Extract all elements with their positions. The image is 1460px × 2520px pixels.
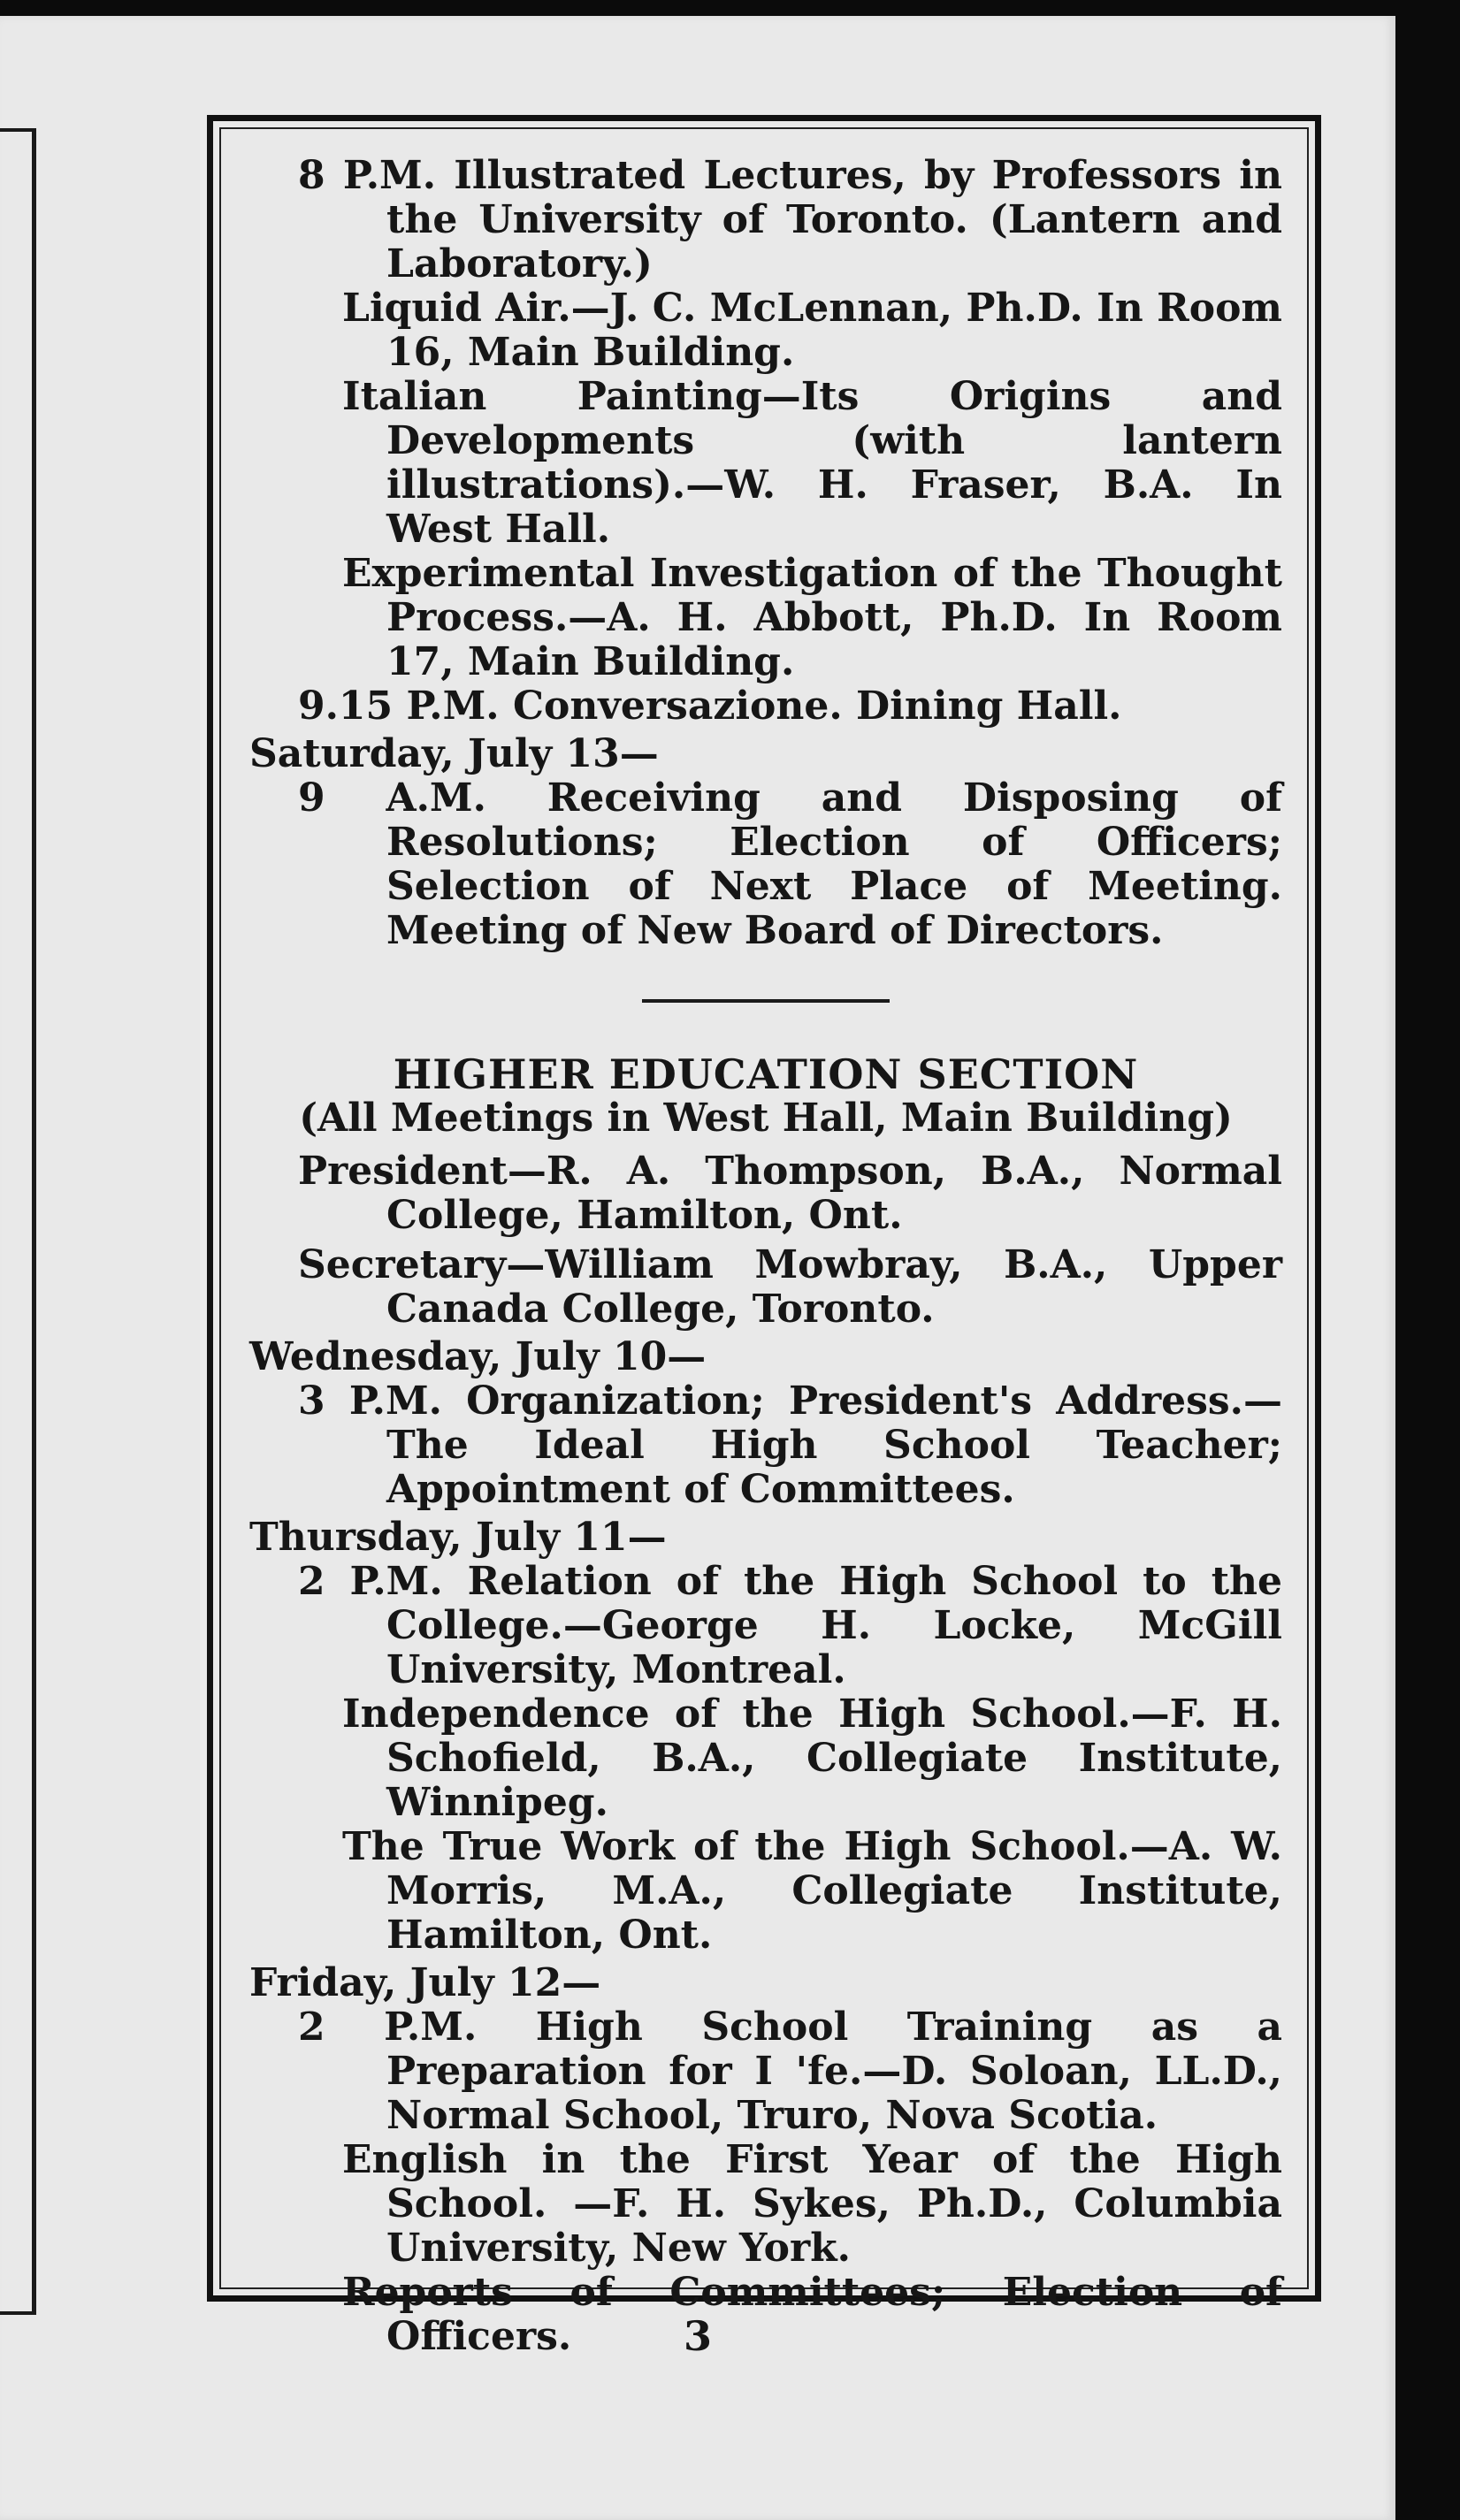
day-heading-friday: Friday, July 12— (249, 1960, 601, 2005)
friday-entry-2: English in the First Year of the High School. —F. H. Sykes, Ph.D., Columbia University, New York. (342, 2137, 1282, 2271)
thursday-entry-1: 2 P.M. Relation of the High School to the College.—George H. Locke, McGill University, Montreal. (298, 1559, 1282, 1692)
adjacent-page-edge (0, 128, 36, 2315)
wednesday-entry: 3 P.M. Organization; President's Address.—The Ideal High School Teacher; Appointment of Committees. (298, 1378, 1282, 1512)
thursday-entry-2: Independence of the High School.—F. H. Schofield, B.A., Collegiate Institute, Winnipeg. (342, 1691, 1282, 1825)
conversazione-entry: 9.15 P.M. Conversazione. Dining Hall. (298, 683, 1122, 729)
section-subtitle: (All Meetings in West Hall, Main Building) (299, 1096, 1233, 1141)
friday-entry-1: 2 P.M. High School Training as a Preparation for I 'fe.—D. Soloan, LL.D., Normal School, Truro, Nova Scotia. (298, 2005, 1282, 2138)
section-secretary: Secretary—William Mowbray, B.A., Upper Canada College, Toronto. (298, 1242, 1282, 1332)
lecture-liquid-air: Liquid Air.—J. C. McLennan, Ph.D. In Room 16, Main Building. (342, 286, 1282, 375)
section-divider (642, 999, 890, 1003)
friday-entry-3: Reports of Committees; Election of Officers. (342, 2270, 1282, 2359)
section-president: President—R. A. Thompson, B.A., Normal College, Hamilton, Ont. (298, 1149, 1282, 1238)
day-heading-wednesday: Wednesday, July 10— (249, 1334, 707, 1379)
thursday-entry-3: The True Work of the High School.—A. W. Morris, M.A., Collegiate Institute, Hamilton, Ont. (342, 1824, 1282, 1958)
lecture-thought-process: Experimental Investigation of the Thought Process.—A. H. Abbott, Ph.D. In Room 17, Main Building. (342, 551, 1282, 684)
day-heading-saturday: Saturday, July 13— (249, 731, 659, 776)
program-text (249, 154, 1282, 2359)
lecture-italian-painting: Italian Painting—Its Origins and Developments (with lantern illustrations).—W. H. Fraser, B.A. In West Hall. (342, 374, 1282, 552)
lectures-entry: 8 P.M. Illustrated Lectures, by Professors in the University of Toronto. (Lantern and Laboratory.) (298, 153, 1282, 286)
section-title: HIGHER EDUCATION SECTION (393, 1050, 1139, 1098)
day-heading-thursday: Thursday, July 11— (249, 1515, 667, 1560)
saturday-entry: 9 A.M. Receiving and Disposing of Resolutions; Election of Officers; Selection of Next Place of Meeting. Meeting of New Board of Directors. (298, 775, 1282, 953)
page-number: 3 (683, 2312, 712, 2360)
